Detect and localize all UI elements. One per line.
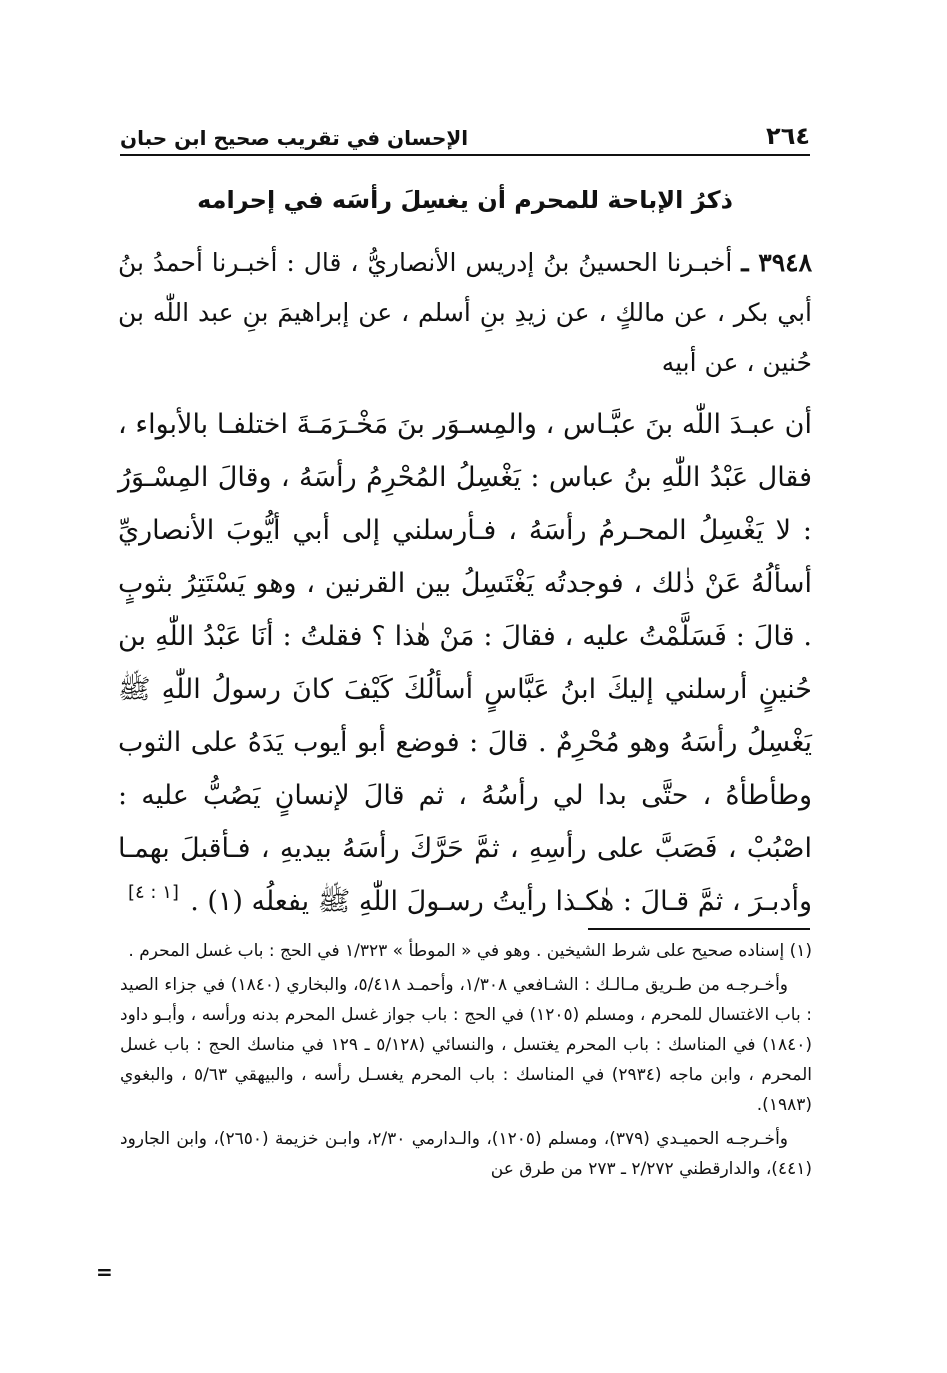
hadith-matn: أن عبـدَ اللّٰه بنَ عبَّـاس ، والمِسـوَر بنَ مَخْـرَمَـةَ اختلفـا بالأبواء ، فقال عَبْدُ اللّٰهِ بنُ عباس : يَغْسِلُ المُحْرِمُ رأسَهُ ، وقالَ المِسْـوَرُ : لا يَغْسِلُ المحـرمُ رأسَهُ ، فـأرسلني إلى أبي أيُّوبَ الأنصاريِّ أسألُهُ عَنْ ذٰلك ، فوجدتُه يَغْتَسِلُ بين القرنين ، وهو يَسْتَتِرُ بثوبٍ . قالَ : فَسَلَّمْتُ عليه ، فقالَ : مَنْ هٰذا ؟ فقلتُ : أنَا عَبْدُ اللّٰهِ بن حُنينٍ أرسلني إليكَ ابنُ عَبَّاسٍ أسألُكَ كَيْفَ كانَ رسولُ اللّٰهِ ﷺ يَغْسِلُ رأسَهُ وهو مُحْرِمٌ . قالَ : فوضع أبو أيوب يَدَهُ على الثوب وطأطأهُ ، حتَّى بدا لي رأسُهُ ، ثم قالَ لإنسانٍ يَصُبُّ عليه : اصْبُبْ ، فَصَبَّ على رأسِهِ ، ثمَّ حَرَّكَ رأسَهُ بيديهِ ، فـأقبلَ بهمـا وأدبـرَ ، ثمَّ قـالَ : هٰكـذا رأيتُ رسـولَ اللّٰهِ ﷺ يفعلُه (١) . (118, 409, 812, 917)
page-number: ٢٦٤ (766, 122, 810, 150)
footnotes (120, 936, 812, 1188)
hadith-isnad-paragraph (118, 238, 812, 388)
hadith-body (118, 238, 812, 928)
hadith-number: ٣٩٤٨ ـ (741, 248, 813, 277)
hadith-isnad: أخبـرنا الحسينُ بنُ إدريس الأنصاريُّ ، قال : أخبـرنا أحمدُ بنُ أبي بكر ، عن مالكٍ ، عن زيدِ بنِ أسلم ، عن إبراهيمَ بنِ عبد اللّٰه بن حُنين ، عن أبيه (118, 248, 812, 377)
page-header (120, 116, 810, 156)
continuation-mark: = (96, 1260, 113, 1284)
book-title: الإحسان في تقريب صحيح ابن حبان (120, 126, 469, 150)
footnote-1: (١) إسناده صحيح على شرط الشيخين . وهو في « الموطأ » ١/٣٢٣ في الحج : باب غسل المحرم . (128, 941, 812, 961)
footnote-1-takhrij-b: وأخـرجـه الحميـدي (٣٧٩)، ومسلم (١٢٠٥)، والـدارمي ٢/٣٠، وابـن خزيمة (٢٦٥٠)، وابن الجارود (٤٤١)، والدارقطني ٢/٢٧٢ ـ ٢٧٣ من طرق عن (120, 1129, 812, 1179)
hadith-reference: [١ : ٤] (128, 882, 179, 903)
footnote-divider (588, 928, 810, 930)
footnote-1-takhrij-a: وأخـرجـه من طـريق مـالـك : الشـافعي ١/٣٠٨، وأحمـد ٥/٤١٨، والبخاري (١٨٤٠) في جزاء الصيد : باب الاغتسال للمحرم ، ومسلم (١٢٠٥) في الحج : باب جواز غسل المحرم بدنه ورأسه ، وأبـو داود (١٨٤٠) في المناسك : باب المحرم يغتسل ، والنسائي (٥/١٢٨ ـ ١٢٩ في مناسك الحج : باب غسل المحرم ، وابن ماجه (٢٩٣٤) في المناسك : باب المحرم يغسـل رأسه ، والبيهقي ٥/٦٣ ، والبغوي (١٩٨٣). (120, 975, 812, 1115)
chapter-title: ذكرُ الإباحة للمحرم أن يغسِلَ رأسَه في إحرامه (197, 186, 733, 214)
